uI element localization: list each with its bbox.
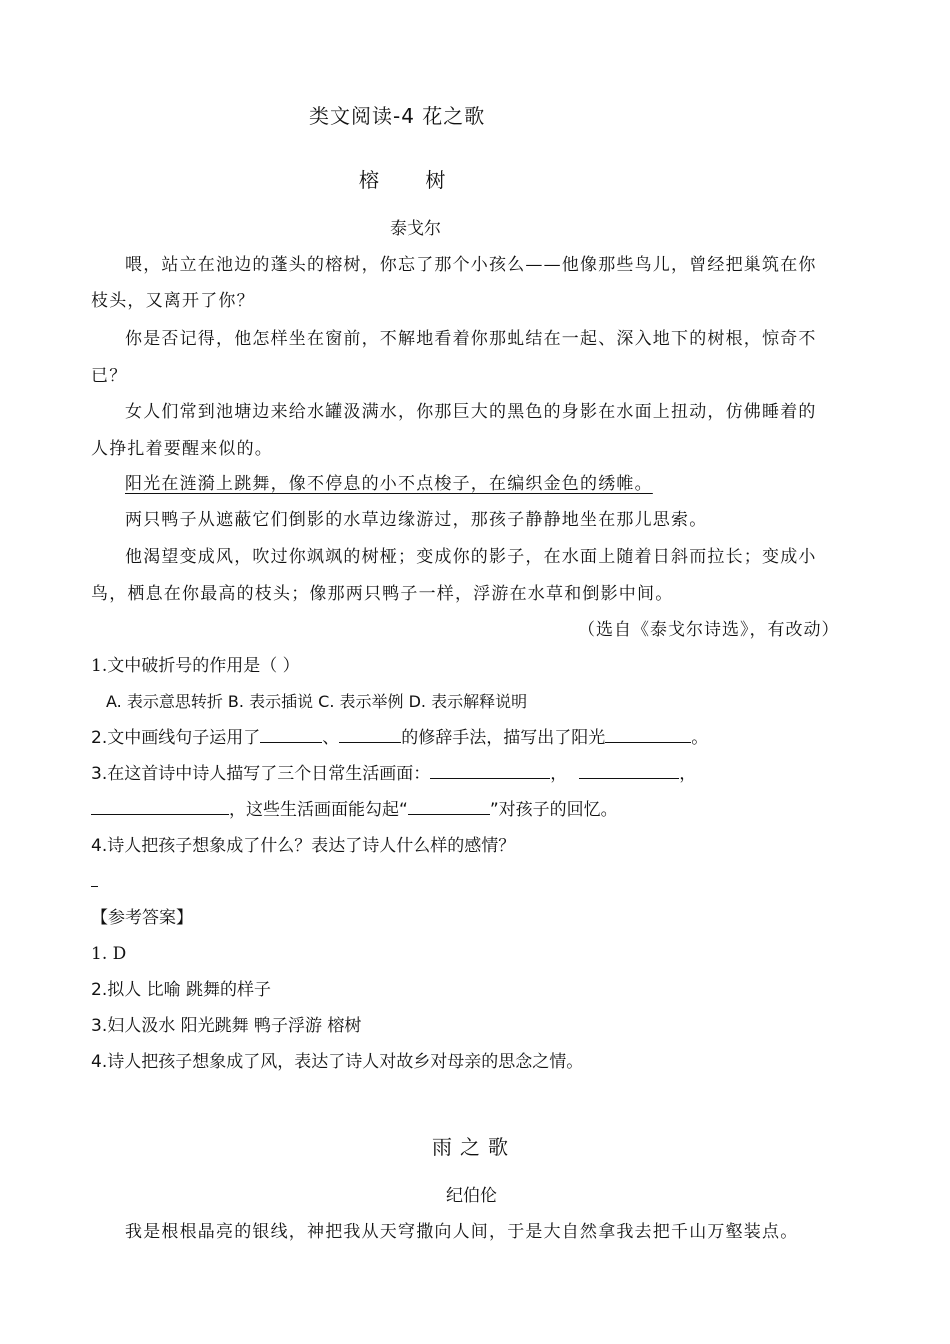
question-4: 4.诗人把孩子想象成了什么？表达了诗人什么样的感情？ [91, 836, 516, 856]
poem1-line: 已？ [91, 366, 128, 386]
question-3-comma: ， [679, 764, 697, 784]
poem1-line: 你是否记得，他怎样坐在窗前，不解地看着你那虬结在一起、深入地下的树根，惊奇不 [125, 329, 817, 349]
poem1-underlined-line: 阳光在涟漪上跳舞，像不停息的小不点梭子，在编织金色的绣帷。 [125, 474, 653, 494]
question-2-text-b: 的修辞手法，描写出了阳光 [401, 728, 606, 748]
answer-2: 2.拟人 比喻 跳舞的样子 [91, 980, 272, 1000]
question-3-text-b: ，这些生活画面能勾起“ [229, 800, 408, 820]
question-3-comma: ， [550, 764, 568, 784]
poem1-line: 两只鸭子从遮蔽它们倒影的水草边缘游过，那孩子静静地坐在那儿思索。 [125, 510, 708, 530]
poem1-line: 枝头，又离开了你？ [91, 291, 255, 311]
answer-blank[interactable] [579, 762, 679, 779]
poem1-line: 人挣扎着要醒来似的。 [91, 439, 273, 459]
page-title: 类文阅读-4 花之歌 [309, 104, 486, 128]
question-1-options: A. 表示意思转折 B. 表示插说 C. 表示举例 D. 表示解释说明 [106, 692, 528, 711]
poem1-line: 他渴望变成风，吹过你飒飒的树桠；变成你的影子，在水面上随着日斜而拉长；变成小 [125, 547, 817, 567]
answer-blank[interactable] [339, 726, 401, 743]
question-2-end: 。 [691, 728, 709, 748]
poem1-source: （选自《泰戈尔诗选》，有改动） [578, 620, 840, 640]
poem2-title: 雨之歌 [432, 1135, 516, 1159]
poem2-line: 我是根根晶亮的银线，神把我从天穹撒向人间，于是大自然拿我去把千山万壑装点。 [125, 1222, 799, 1242]
question-2-separator: 、 [322, 728, 340, 748]
question-3-cont [91, 798, 618, 822]
question-3 [91, 762, 696, 786]
answer-4: 4.诗人把孩子想象成了风，表达了诗人对故乡对母亲的思念之情。 [91, 1052, 584, 1072]
answer-blank[interactable] [91, 798, 229, 815]
answer-3: 3.妇人汲水 阳光跳舞 鸭子浮游 榕树 [91, 1016, 362, 1036]
divider-dash [91, 886, 98, 887]
poem1-title: 榕 树 [359, 168, 466, 192]
poem1-line: 女人们常到池塘边来给水罐汲满水，你那巨大的黑色的身影在水面上扭动，仿佛睡着的 [125, 402, 817, 422]
poem1-line: 鸟，栖息在你最高的枝头；像那两只鸭子一样，浮游在水草和倒影中间。 [91, 584, 674, 604]
question-2-text-a: 2.文中画线句子运用了 [91, 728, 261, 748]
question-3-text-a: 3.在这首诗中诗人描写了三个日常生活画面： [91, 764, 431, 784]
answer-1: 1. D [91, 944, 127, 964]
poem2-author: 纪伯伦 [446, 1186, 497, 1206]
answers-heading: 【参考答案】 [91, 908, 193, 928]
poem1-line: 喂，站立在池边的蓬头的榕树，你忘了那个小孩么——他像那些鸟儿，曾经把巢筑在你 [125, 255, 817, 275]
answer-blank[interactable] [605, 726, 691, 743]
question-1: 1.文中破折号的作用是（ ） [91, 656, 300, 676]
answer-blank[interactable] [430, 762, 550, 779]
question-3-text-c: ”对孩子的回忆。 [489, 800, 618, 820]
answer-blank[interactable] [260, 726, 322, 743]
question-2 [91, 726, 708, 750]
answer-blank[interactable] [408, 798, 490, 815]
poem1-author: 泰戈尔 [390, 219, 441, 239]
